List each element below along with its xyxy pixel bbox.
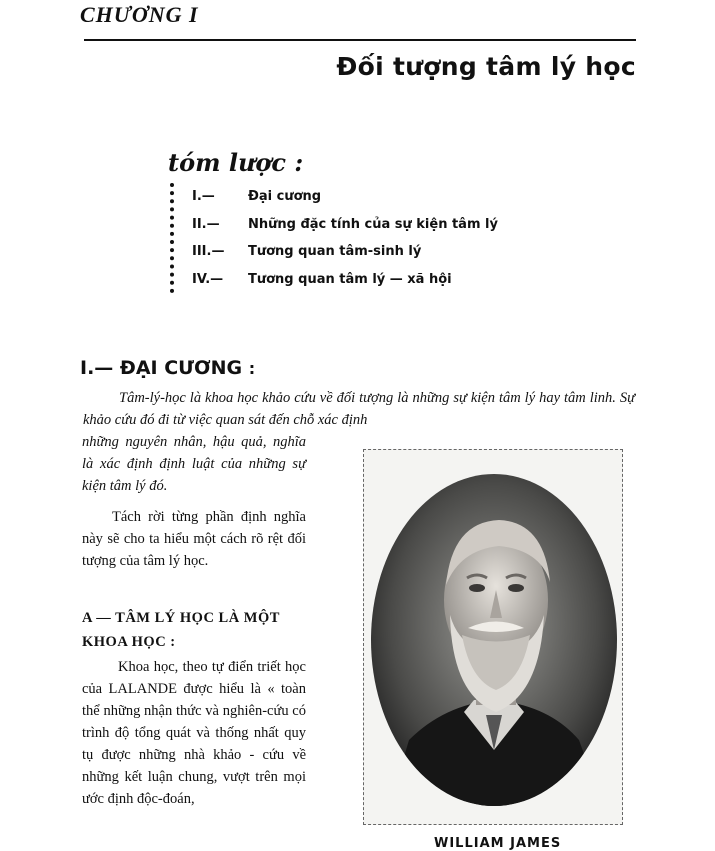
subsection-heading: A — TÂM LÝ HỌC LÀ MỘT KHOA HỌC : — [82, 610, 280, 650]
summary-item-number: III.— — [192, 244, 225, 259]
summary-item-number: IV.— — [192, 271, 224, 287]
section-heading — [80, 357, 255, 379]
portrait-photo — [363, 449, 623, 825]
portrait-image — [364, 450, 622, 824]
paragraph-science-definition: Khoa học, theo tự điển triết học của LALANDE được hiểu là « toàn thể những nhận thức và nghiên-cứu có trình độ tổng quát và thống nhất quy tụ được những nhà khảo - cứu về những kết luận chung, vượt trên mọi ước định độc-đoán, — [82, 659, 306, 807]
summary-item — [192, 244, 498, 272]
summary-item — [192, 272, 498, 300]
summary-item-number: II.— — [192, 216, 220, 232]
summary-item-text: Đại cương — [248, 189, 322, 204]
summary-item-number: I.— — [192, 189, 215, 204]
summary-item-text: Tương quan tâm-sinh lý — [248, 244, 422, 259]
summary-list — [192, 189, 498, 299]
summary-item — [192, 217, 498, 245]
summary-item — [192, 189, 498, 217]
summary-item-text: Những đặc tính của sự kiện tâm lý — [248, 216, 498, 232]
chapter-label: CHƯƠNG I — [80, 2, 199, 27]
page-title: Đối tượng tâm lý học — [336, 52, 636, 81]
summary-item-text: Tương quan tâm lý — xã hội — [248, 271, 452, 287]
section-heading-text: I.— ĐẠI CƯƠNG — [80, 357, 243, 379]
title-rule — [84, 39, 636, 41]
paragraph-definition: những nguyên nhân, hậu quả, nghĩa là xác định định luật của những sự kiện tâm lý đó. — [82, 434, 306, 494]
summary-bracket — [170, 183, 179, 293]
portrait-caption: WILLIAM JAMES — [434, 836, 562, 851]
paragraph-explanation: Tách rời từng phần định nghĩa này sẽ cho ta hiểu một cách rõ rệt đối tượng của tâm lý học. — [82, 509, 306, 569]
intro-paragraph: Tâm-lý-học là khoa học khảo cứu về đối tượng là những sự kiện tâm lý hay tâm linh. Sự khảo cứu đó đi từ việc quan sát đến chỗ xác định — [83, 390, 635, 428]
summary-label: tóm lược : — [168, 148, 304, 177]
section-heading-colon: : — [248, 359, 256, 378]
